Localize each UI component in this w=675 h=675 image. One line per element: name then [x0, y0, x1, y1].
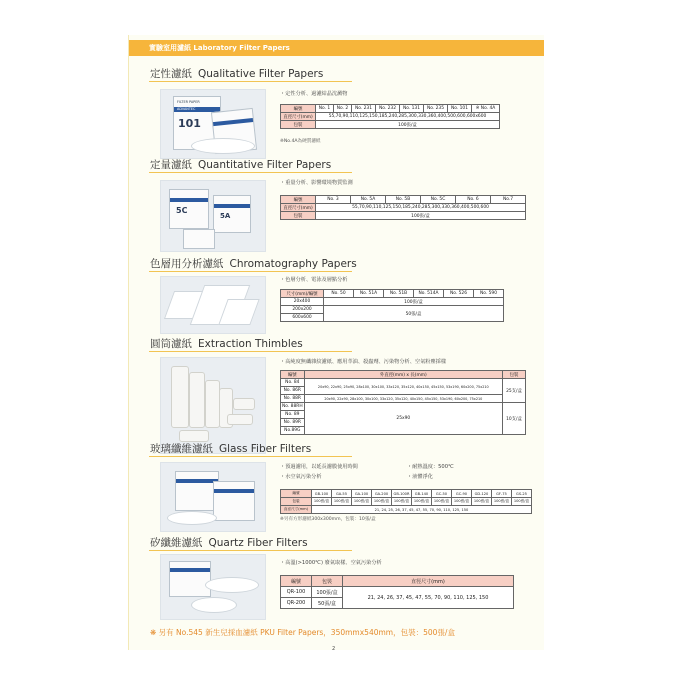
pack-cell: 100張/盒 — [316, 212, 526, 220]
row-header-model: 編號 — [281, 490, 312, 498]
model-cell: No. 86R — [281, 387, 305, 395]
model-cell: No. 1 — [316, 105, 334, 113]
table-row — [281, 490, 532, 498]
model-cell: No. 51B — [384, 290, 414, 298]
pack-cell: 100張/盒 — [412, 498, 432, 506]
section-title-zh: 玻璃纖維濾紙 — [150, 443, 213, 455]
model-cell: QR-200 — [281, 598, 312, 609]
table-row — [281, 290, 504, 298]
filter-box — [183, 229, 215, 249]
filter-box — [169, 561, 211, 597]
model-cell: GA-200 — [372, 490, 392, 498]
section-description: ・定性分析、過濾結晶沈澱物 — [280, 91, 348, 97]
photo-label: 5A — [220, 212, 231, 220]
thimble-tube — [189, 372, 205, 428]
pack-cell: 100張/盒 — [372, 498, 392, 506]
model-cell: QR-100 — [281, 587, 312, 598]
section-description: ・水空氣污染分析 — [280, 474, 322, 480]
section-description: ・高純度無纖雜紋濾紙、應用萃油、殺蟲劑、污染物分析、空氣粉塵採樣 — [280, 359, 447, 365]
section-description: ・耐熱溫度：500℃ — [407, 464, 454, 470]
section-title-zh: 定性濾紙 — [150, 68, 192, 80]
row-header-size: 直徑尺寸(mm) — [281, 506, 312, 514]
size-cell: 55,70,90,110,125,150,185,240,285,300,330,360,400,500,600,600x600 — [316, 113, 500, 121]
table-note: ※另有方形濾紙300x300mm，包裝：10張/盒 — [280, 517, 376, 522]
model-cell: GF-75 — [492, 490, 512, 498]
filter-sheet — [205, 577, 259, 593]
section-description: ・預過濾用，以延長濾膜使用時間 — [280, 464, 358, 470]
photo-label: ADVANTEC — [177, 107, 196, 111]
table-row — [281, 395, 526, 403]
filter-sheet — [191, 597, 237, 613]
photo-label: 101 — [178, 117, 201, 130]
filter-box — [213, 195, 251, 233]
model-cell: GB-140 — [412, 490, 432, 498]
model-cell: No. 131 — [400, 105, 424, 113]
thimble-tube — [233, 398, 255, 410]
row-header-pack: 包裝 — [281, 498, 312, 506]
section-title-qualitative — [150, 66, 323, 81]
section-description: ・重量分析、影響環境物質監測 — [280, 180, 353, 186]
pack-cell: 100張/盒 — [316, 121, 500, 129]
row-header-size: 直徑尺寸(mm) — [281, 204, 316, 212]
section-rule — [149, 271, 352, 272]
quartz-product-photo — [160, 554, 266, 620]
photo-label: FILTER PAPER — [177, 100, 200, 104]
qualitative-product-photo — [160, 89, 266, 159]
col-header-pack: 包裝 — [503, 371, 526, 379]
section-title-glass — [150, 441, 311, 456]
filter-box — [169, 189, 209, 229]
row-header-model: 編號 — [281, 105, 316, 113]
size-cell: 600x600 — [281, 314, 324, 322]
table-row — [281, 105, 500, 113]
thimbles-spec-table — [280, 370, 526, 435]
model-cell: GB-100 — [312, 490, 332, 498]
model-cell: No. 84 — [281, 379, 305, 387]
section-title-zh: 矽纖維濾紙 — [150, 537, 203, 549]
size-cell: 21, 24, 25, 26, 37, 45, 47, 55, 70, 90, 110, 125, 150 — [312, 506, 532, 514]
model-cell: No. 526 — [444, 290, 474, 298]
section-title-en: Extraction Thimbles — [198, 338, 303, 350]
model-cell: ※ No. 4A — [472, 105, 500, 113]
row-header-size: 尺寸(mm)/編號 — [281, 290, 324, 298]
glass-spec-table — [280, 489, 532, 514]
size-cell: 200x200 — [281, 306, 324, 314]
section-description: ・液體淨化 — [407, 474, 433, 480]
model-cell: No. 6 — [456, 196, 491, 204]
size-cell: 25x90 — [304, 403, 502, 435]
pack-cell: 100張/盒 — [352, 498, 372, 506]
model-cell: GS-25 — [512, 490, 532, 498]
table-row — [281, 576, 514, 587]
model-cell: No. 88R — [281, 395, 305, 403]
table-note: ※No.4A為硬質濾紙 — [280, 139, 321, 144]
pack-cell: 100張/盒 — [492, 498, 512, 506]
pack-cell: 100張/盒 — [324, 298, 504, 306]
quantitative-product-photo — [160, 180, 266, 252]
row-header-model: 編號 — [281, 196, 316, 204]
model-cell: GA-55 — [332, 490, 352, 498]
section-description: ・色層分析、電泳及層點分析 — [280, 277, 348, 283]
section-title-quantitative — [150, 157, 331, 172]
section-title-thimbles — [150, 336, 303, 351]
section-title-quartz — [150, 535, 308, 550]
model-cell: No. 235 — [424, 105, 448, 113]
table-row — [281, 506, 532, 514]
model-cell: No. 51A — [354, 290, 384, 298]
pack-cell: 50張/盒 — [324, 306, 504, 322]
model-cell: No. 5B — [386, 196, 421, 204]
section-title-zh: 色層用分析濾紙 — [150, 258, 224, 270]
section-title-zh: 圓筒濾紙 — [150, 338, 192, 350]
model-cell: GC-90 — [452, 490, 472, 498]
glass-product-photo — [160, 462, 266, 532]
row-header-pack: 包裝 — [281, 121, 316, 129]
thimble-tube — [227, 414, 253, 425]
chromatography-product-photo — [160, 276, 266, 334]
filter-box — [213, 481, 255, 521]
col-header-model: 編號 — [281, 576, 312, 587]
table-row — [281, 196, 526, 204]
pack-cell: 25支/盒 — [503, 379, 526, 403]
pack-cell: 100張/盒 — [452, 498, 472, 506]
section-rule — [149, 172, 352, 173]
filter-sheet — [167, 511, 217, 525]
size-cell: 55,70,90,110,125,150,185,240,285,300,330,360,400,500,600 — [316, 204, 526, 212]
thimble-tube — [171, 366, 189, 428]
section-rule — [149, 351, 352, 352]
pack-cell: 50張/盒 — [312, 598, 343, 609]
table-row — [281, 403, 526, 411]
model-cell: No. 3 — [316, 196, 351, 204]
model-cell: GA-100 — [352, 490, 372, 498]
model-cell: No. 232 — [376, 105, 400, 113]
model-cell: No.89G — [281, 427, 305, 435]
model-cell: No. 5C — [421, 196, 456, 204]
table-row — [281, 379, 526, 387]
section-rule — [149, 550, 352, 551]
model-cell: No.7 — [491, 196, 526, 204]
table-row — [281, 121, 500, 129]
catalog-page — [128, 35, 544, 650]
section-title-en: Qualitative Filter Papers — [198, 68, 324, 80]
header-title: 實驗室用濾紙 Laboratory Filter Papers — [149, 44, 290, 52]
row-header-pack: 包裝 — [281, 212, 316, 220]
section-title-en: Quartz Fiber Filters — [208, 537, 308, 549]
table-row — [281, 371, 526, 379]
model-cell: No. 231 — [352, 105, 376, 113]
pack-cell: 100張/盒 — [312, 587, 343, 598]
model-cell: No. 89R — [281, 419, 305, 427]
section-title-chromatography — [150, 256, 357, 271]
model-cell: No. 2 — [334, 105, 352, 113]
page-header-bar — [129, 40, 544, 56]
quartz-spec-table — [280, 575, 514, 609]
model-cell: GD-120 — [472, 490, 492, 498]
footnote-text: ❋ 另有 No.545 新生兒採血濾紙 PKU Filter Papers，350mmx540mm，包裝：500張/盒 — [150, 628, 455, 637]
col-header-pack: 包裝 — [312, 576, 343, 587]
model-cell: GC-50 — [432, 490, 452, 498]
model-cell: GB-100R — [392, 490, 412, 498]
filter-sheet — [191, 138, 255, 154]
model-cell: No. 590 — [474, 290, 504, 298]
pack-cell: 100張/盒 — [512, 498, 532, 506]
section-description: ・高溫(>1000℃) 廢氣取樣、空氣污染分析 — [280, 560, 382, 566]
section-title-en: Chromatography Papers — [229, 258, 357, 270]
table-row — [281, 212, 526, 220]
col-header-size: 直徑尺寸(mm) — [343, 576, 514, 587]
size-cell: 20x400 — [281, 298, 324, 306]
section-rule — [149, 81, 352, 82]
row-header-size: 直徑尺寸(mm) — [281, 113, 316, 121]
pack-cell: 100張/盒 — [392, 498, 412, 506]
model-cell: No. 514A — [414, 290, 444, 298]
pack-cell: 100張/盒 — [312, 498, 332, 506]
thimbles-product-photo — [160, 357, 266, 454]
table-row — [281, 298, 504, 306]
model-cell: No. 88RH — [282, 404, 303, 409]
table-row — [281, 587, 514, 598]
pack-cell: 100張/盒 — [332, 498, 352, 506]
qualitative-spec-table — [280, 104, 500, 129]
page-number: 2 — [332, 646, 336, 652]
size-cell: 20x90, 22x90, 28x100, 30x100, 33x120, 35x120, 40x150, 45x150, 53x190, 60x200, 75x210 — [304, 395, 502, 403]
model-cell: No. 5A — [351, 196, 386, 204]
size-cell: 20x90, 22x90, 25x90, 28x100, 30x100, 33x120, 35x120, 40x150, 45x150, 53x190, 60x200, 75x210 — [304, 379, 502, 395]
pack-cell: 10支/盒 — [503, 403, 526, 435]
model-cell: No. 101 — [448, 105, 472, 113]
pack-cell: 100張/盒 — [432, 498, 452, 506]
quantitative-spec-table — [280, 195, 526, 220]
table-row — [281, 498, 532, 506]
table-row — [281, 204, 526, 212]
chromatography-spec-table — [280, 289, 504, 322]
section-title-en: Quantitative Filter Papers — [198, 159, 332, 171]
col-header-size: 外直徑(mm) x 長(mm) — [304, 371, 502, 379]
section-title-zh: 定量濾紙 — [150, 159, 192, 171]
table-row — [281, 113, 500, 121]
section-rule — [149, 456, 352, 457]
col-header-model: 編號 — [281, 371, 305, 379]
model-cell: No. 89 — [281, 411, 305, 419]
photo-label: 5C — [176, 206, 188, 215]
model-cell: No. 50 — [324, 290, 354, 298]
thimble-tube — [205, 380, 220, 428]
pack-cell: 100張/盒 — [472, 498, 492, 506]
size-cell: 21, 24, 26, 37, 45, 47, 55, 70, 90, 110, 125, 150 — [343, 587, 514, 609]
section-title-en: Glass Fiber Filters — [219, 443, 312, 455]
table-row — [281, 306, 504, 314]
